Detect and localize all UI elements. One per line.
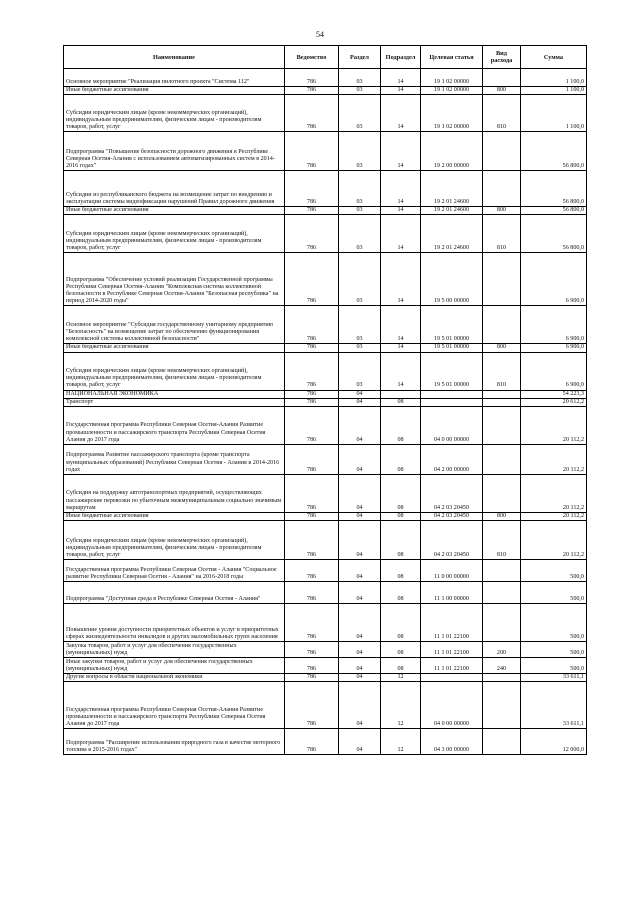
row-target: 19 2 01 24600 (421, 215, 483, 253)
row-dept: 786 (285, 69, 339, 87)
row-section: 04 (339, 407, 381, 445)
row-sum: 20 112,2 (521, 475, 587, 513)
row-section: 04 (339, 729, 381, 755)
table-row (64, 352, 587, 390)
row-sum: 500,0 (521, 642, 587, 658)
row-sum: 20 612,2 (521, 398, 587, 406)
row-sum: 1 100,0 (521, 95, 587, 132)
row-section: 04 (339, 674, 381, 682)
header-subsection: Подраздел (381, 46, 421, 69)
row-target: 11 0 00 00000 (421, 560, 483, 582)
row-section: 03 (339, 215, 381, 253)
row-subsection: 08 (381, 560, 421, 582)
row-dept: 786 (285, 132, 339, 171)
header-name: Наименование (64, 46, 285, 69)
row-sum: 20 112,2 (521, 513, 587, 521)
row-subsection: 08 (381, 398, 421, 406)
row-expense-type: 200 (483, 642, 521, 658)
row-dept: 786 (285, 407, 339, 445)
row-dept: 786 (285, 171, 339, 207)
row-section: 03 (339, 132, 381, 171)
row-subsection: 08 (381, 445, 421, 475)
table-row (64, 682, 587, 729)
row-target: 11 1 01 22100 (421, 642, 483, 658)
row-subsection: 12 (381, 674, 421, 682)
row-name: Субсидия на поддержку автотранспортных предприятий, осуществляющих пассажирские перевозки по убыточным межмуниципальным социально значимым маршрутам (64, 475, 285, 513)
row-sum: 20 112,2 (521, 445, 587, 475)
row-subsection: 14 (381, 253, 421, 306)
row-expense-type (483, 253, 521, 306)
row-subsection: 08 (381, 475, 421, 513)
row-subsection: 14 (381, 95, 421, 132)
row-name: Повышение уровня доступности приоритетных объектов и услуг в приоритетных сферах жизнедеятельности инвалидов и других маломобильных групп населения (64, 604, 285, 642)
row-subsection: 12 (381, 729, 421, 755)
row-name: НАЦИОНАЛЬНАЯ ЭКОНОМИКА (64, 390, 285, 398)
row-name: Основное мероприятие "Субсидия государственному унитарному предприятию "Безопасность" на возмещение затрат по обеспечению функционирования комплексной системы коллективной безопасности" (64, 306, 285, 344)
row-expense-type: 800 (483, 513, 521, 521)
row-dept: 786 (285, 513, 339, 521)
row-section: 03 (339, 306, 381, 344)
table-header-row (64, 46, 587, 69)
row-expense-type: 810 (483, 352, 521, 390)
row-sum: 33 611,1 (521, 682, 587, 729)
row-dept: 786 (285, 674, 339, 682)
row-expense-type: 810 (483, 521, 521, 560)
row-dept: 786 (285, 682, 339, 729)
row-expense-type (483, 560, 521, 582)
row-subsection: 14 (381, 132, 421, 171)
row-sum: 1 100,0 (521, 87, 587, 95)
row-target: 19 5 01 00000 (421, 306, 483, 344)
table-row (64, 513, 587, 521)
row-subsection (381, 390, 421, 398)
row-sum: 500,0 (521, 582, 587, 604)
header-expense-type: Вид расхода (483, 46, 521, 69)
row-target (421, 674, 483, 682)
row-section: 04 (339, 560, 381, 582)
row-dept: 786 (285, 95, 339, 132)
row-dept: 786 (285, 658, 339, 674)
table-row (64, 560, 587, 582)
row-target: 19 1 02 00000 (421, 87, 483, 95)
header-dept: Ведомство (285, 46, 339, 69)
row-section: 03 (339, 95, 381, 132)
row-target: 19 2 01 24600 (421, 171, 483, 207)
row-expense-type: 800 (483, 344, 521, 352)
row-target: 19 2 00 00000 (421, 132, 483, 171)
table-row (64, 729, 587, 755)
table-row (64, 521, 587, 560)
row-name: Иные бюджетные ассигнования (64, 207, 285, 215)
row-section: 03 (339, 87, 381, 95)
row-section: 04 (339, 475, 381, 513)
row-dept: 786 (285, 87, 339, 95)
row-dept: 786 (285, 729, 339, 755)
row-name: Транспорт (64, 398, 285, 406)
table-row (64, 344, 587, 352)
row-expense-type: 800 (483, 87, 521, 95)
row-dept: 786 (285, 582, 339, 604)
row-target: 04 0 00 00000 (421, 682, 483, 729)
page-number: 54 (316, 30, 324, 39)
row-target: 04 2 03 20450 (421, 475, 483, 513)
row-subsection: 14 (381, 215, 421, 253)
row-name: Закупка товаров, работ и услуг для обеспечения государственных (муниципальных) нужд (64, 642, 285, 658)
table-row (64, 87, 587, 95)
row-dept: 786 (285, 521, 339, 560)
table-row (64, 390, 587, 398)
row-expense-type (483, 445, 521, 475)
row-target: 04 0 00 00000 (421, 407, 483, 445)
row-target: 19 1 02 00000 (421, 95, 483, 132)
table-row (64, 69, 587, 87)
row-subsection: 14 (381, 306, 421, 344)
row-expense-type (483, 674, 521, 682)
row-subsection: 08 (381, 642, 421, 658)
row-sum: 12 000,0 (521, 729, 587, 755)
row-target (421, 398, 483, 406)
row-section: 04 (339, 682, 381, 729)
row-section: 03 (339, 352, 381, 390)
row-name: Государственная программа Республики Северная Осетия-Алания Развитие промышленности и пассажирского транспорта Республики Северная Осетия Алания до 2017 года (64, 407, 285, 445)
row-name: Субсидии юридическим лицам (кроме некоммерческих организаций), индивидуальным предпринимателям, физическим лицам - производителям товаров, работ, услуг (64, 352, 285, 390)
row-sum: 6 900,0 (521, 306, 587, 344)
table-row (64, 658, 587, 674)
row-expense-type (483, 682, 521, 729)
row-sum: 20 112,2 (521, 521, 587, 560)
row-expense-type (483, 407, 521, 445)
row-expense-type (483, 398, 521, 406)
row-expense-type (483, 171, 521, 207)
row-subsection: 14 (381, 171, 421, 207)
table-row (64, 604, 587, 642)
row-subsection: 14 (381, 69, 421, 87)
table-row (64, 582, 587, 604)
row-section: 04 (339, 604, 381, 642)
row-name: Государственная программа Республики Северная Осетия - Алания "Социальное развитие Республики Северная Осетия - Алания" на 2016-2018 годы (64, 560, 285, 582)
row-expense-type (483, 604, 521, 642)
row-dept: 786 (285, 344, 339, 352)
row-expense-type (483, 69, 521, 87)
row-section: 04 (339, 513, 381, 521)
row-section: 04 (339, 582, 381, 604)
table-row (64, 642, 587, 658)
row-target: 19 2 01 24600 (421, 207, 483, 215)
row-target: 19 5 01 00000 (421, 344, 483, 352)
row-name: Иные бюджетные ассигнования (64, 344, 285, 352)
row-sum: 6 900,0 (521, 253, 587, 306)
row-sum: 56 800,0 (521, 207, 587, 215)
row-expense-type: 810 (483, 95, 521, 132)
header-target: Целевая статья (421, 46, 483, 69)
row-section: 03 (339, 207, 381, 215)
budget-table (63, 45, 587, 755)
row-dept: 786 (285, 475, 339, 513)
table-row (64, 215, 587, 253)
row-section: 04 (339, 398, 381, 406)
table-row (64, 398, 587, 406)
row-expense-type (483, 306, 521, 344)
table-row (64, 171, 587, 207)
table-row (64, 207, 587, 215)
row-target: 19 5 00 00000 (421, 253, 483, 306)
table-row (64, 95, 587, 132)
row-target: 04 2 00 00000 (421, 445, 483, 475)
row-expense-type (483, 582, 521, 604)
row-name: Государственная программа Республики Северная Осетия-Алания Развитие промышленности и пассажирского транспорта Республики Северная Осетия Алания до 2017 года (64, 682, 285, 729)
row-sum: 500,0 (521, 560, 587, 582)
row-section: 04 (339, 642, 381, 658)
row-subsection: 14 (381, 87, 421, 95)
row-sum: 33 611,1 (521, 674, 587, 682)
row-name: Другие вопросы в области национальной экономики (64, 674, 285, 682)
row-subsection: 14 (381, 352, 421, 390)
table-row (64, 306, 587, 344)
row-section: 04 (339, 390, 381, 398)
row-expense-type: 800 (483, 207, 521, 215)
row-section: 03 (339, 69, 381, 87)
row-sum: 56 800,0 (521, 215, 587, 253)
row-name: Основное мероприятие "Реализация пилотного проекта "Система 112" (64, 69, 285, 87)
row-dept: 786 (285, 604, 339, 642)
row-section: 04 (339, 445, 381, 475)
row-sum: 1 100,0 (521, 69, 587, 87)
row-name: Субсидии из республиканского бюджета на возмещение затрат по внедрению и эксплуатации системы видеофиксации нарушений Правил дорожного движения (64, 171, 285, 207)
row-target (421, 390, 483, 398)
row-name: Иные закупки товаров, работ и услуг для обеспечения государственных (муниципальных) нужд (64, 658, 285, 674)
row-subsection: 08 (381, 407, 421, 445)
row-name: Подпрограмма "Повышение безопасности дорожного движения в Республике Северная Осетия-Алания с использованием автоматизированных систем в 2014-2016 годах" (64, 132, 285, 171)
row-section: 04 (339, 658, 381, 674)
table-row (64, 674, 587, 682)
row-name: Субсидии юридическим лицам (кроме некоммерческих организаций), индивидуальным предпринимателям, физическим лицам - производителям товаров, работ, услуг (64, 95, 285, 132)
row-subsection: 14 (381, 344, 421, 352)
table-row (64, 475, 587, 513)
row-dept: 786 (285, 642, 339, 658)
row-target: 04 2 03 20450 (421, 521, 483, 560)
header-section: Раздел (339, 46, 381, 69)
table-row (64, 132, 587, 171)
row-expense-type (483, 475, 521, 513)
row-subsection: 08 (381, 513, 421, 521)
row-dept: 786 (285, 253, 339, 306)
row-subsection: 08 (381, 582, 421, 604)
row-sum: 6 900,0 (521, 344, 587, 352)
table-row (64, 407, 587, 445)
row-sum: 20 112,2 (521, 407, 587, 445)
row-dept: 786 (285, 207, 339, 215)
row-expense-type (483, 729, 521, 755)
row-sum: 56 800,0 (521, 132, 587, 171)
row-dept: 786 (285, 352, 339, 390)
row-name: Иные бюджетные ассигнования (64, 87, 285, 95)
row-target: 04 2 03 20450 (421, 513, 483, 521)
row-target: 04 3 00 00000 (421, 729, 483, 755)
row-sum: 54 223,3 (521, 390, 587, 398)
row-sum: 56 800,0 (521, 171, 587, 207)
row-section: 03 (339, 253, 381, 306)
table-row (64, 445, 587, 475)
row-dept: 786 (285, 560, 339, 582)
row-name: Подпрограмма "Доступная среда в Республике Северная Осетия - Алания" (64, 582, 285, 604)
row-dept: 786 (285, 215, 339, 253)
row-sum: 500,0 (521, 604, 587, 642)
row-expense-type (483, 390, 521, 398)
row-expense-type: 810 (483, 215, 521, 253)
row-section: 03 (339, 171, 381, 207)
row-sum: 500,0 (521, 658, 587, 674)
row-name: Субсидии юридическим лицам (кроме некоммерческих организаций), индивидуальным предпринимателям, физическим лицам - производителям товаров, работ, услуг (64, 215, 285, 253)
row-subsection: 08 (381, 604, 421, 642)
row-name: Подпрограмма "Расширение использования природного газа в качестве моторного топлива в 2015-2016 годах" (64, 729, 285, 755)
row-target: 11 1 01 22100 (421, 658, 483, 674)
row-section: 03 (339, 344, 381, 352)
row-dept: 786 (285, 306, 339, 344)
row-dept: 786 (285, 398, 339, 406)
row-subsection: 12 (381, 682, 421, 729)
row-dept: 786 (285, 390, 339, 398)
row-target: 19 5 01 00000 (421, 352, 483, 390)
row-expense-type: 240 (483, 658, 521, 674)
table-row (64, 253, 587, 306)
row-subsection: 08 (381, 658, 421, 674)
row-name: Субсидии юридическим лицам (кроме некоммерческих организаций), индивидуальным предпринимателям, физическим лицам - производителям товаров, работ, услуг (64, 521, 285, 560)
row-target: 19 1 02 00000 (421, 69, 483, 87)
row-name: Подпрограмма "Обеспечение условий реализации Государственной программы Республики Северная Осетия-Алания "Комплексная система коллективной безопасности в Республике Северная Осетия-Алания "Безопасная республика" на период 2014-2020 годы" (64, 253, 285, 306)
row-section: 04 (339, 521, 381, 560)
row-name: Иные бюджетные ассигнования (64, 513, 285, 521)
row-expense-type (483, 132, 521, 171)
row-dept: 786 (285, 445, 339, 475)
row-subsection: 14 (381, 207, 421, 215)
header-sum: Сумма (521, 46, 587, 69)
row-target: 11 1 00 00000 (421, 582, 483, 604)
row-target: 11 1 01 22100 (421, 604, 483, 642)
row-name: Подпрограмма Развитие пассажирского транспорта (кроме транспорта муниципальных образований) Республики Северная Осетия - Алания в 2014-2016 годах (64, 445, 285, 475)
row-subsection: 08 (381, 521, 421, 560)
row-sum: 6 900,0 (521, 352, 587, 390)
